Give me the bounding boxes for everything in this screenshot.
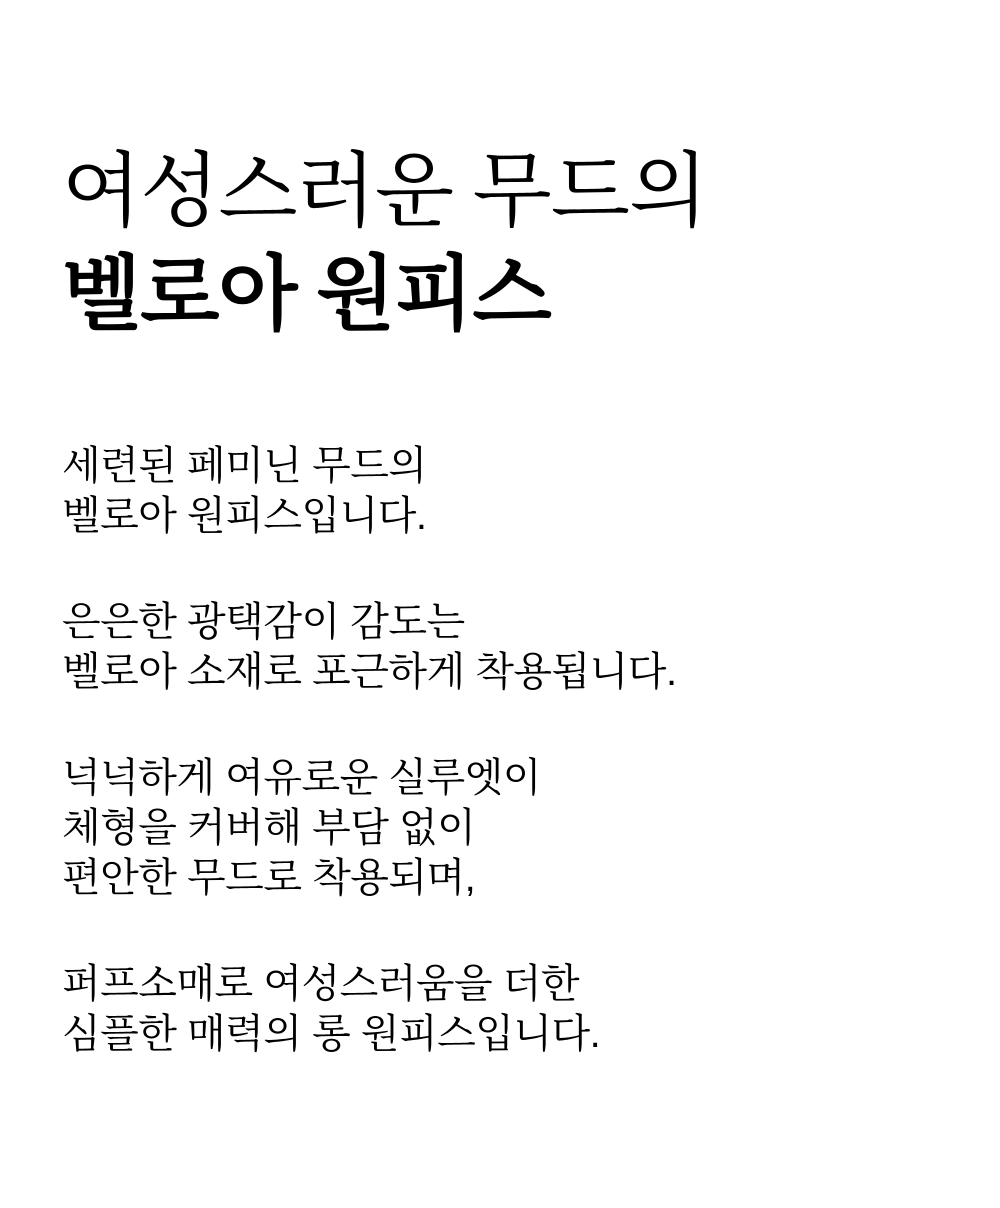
product-title-line2: 벨로아 원피스: [62, 249, 551, 340]
product-description-text: [62, 441, 960, 1059]
description-line: 세련된 페미닌 무드의: [62, 444, 427, 488]
description-line: 체형을 커버해 부담 없이: [62, 806, 476, 850]
description-line: 은은한 광택감이 감도는: [62, 600, 465, 644]
description-line: 심플한 매력의 롱 원피스입니다.: [62, 1012, 601, 1056]
description-line: 벨로아 원피스입니다.: [62, 494, 427, 538]
description-paragraph-2: [62, 597, 960, 697]
description-paragraph-4: [62, 959, 960, 1059]
description-line: 벨로아 소재로 포근하게 착용됩니다.: [62, 650, 677, 694]
product-title-line1: 여성스러운 무드의: [62, 146, 708, 237]
description-line: 편안한 무드로 착용되며,: [62, 856, 476, 900]
description-line: 퍼프소매로 여성스러움을 더한: [62, 962, 580, 1006]
description-line: 넉넉하게 여유로운 실루엣이: [62, 756, 541, 800]
description-paragraph-1: [62, 441, 960, 541]
product-title: [62, 140, 960, 346]
description-paragraph-3: [62, 753, 960, 903]
